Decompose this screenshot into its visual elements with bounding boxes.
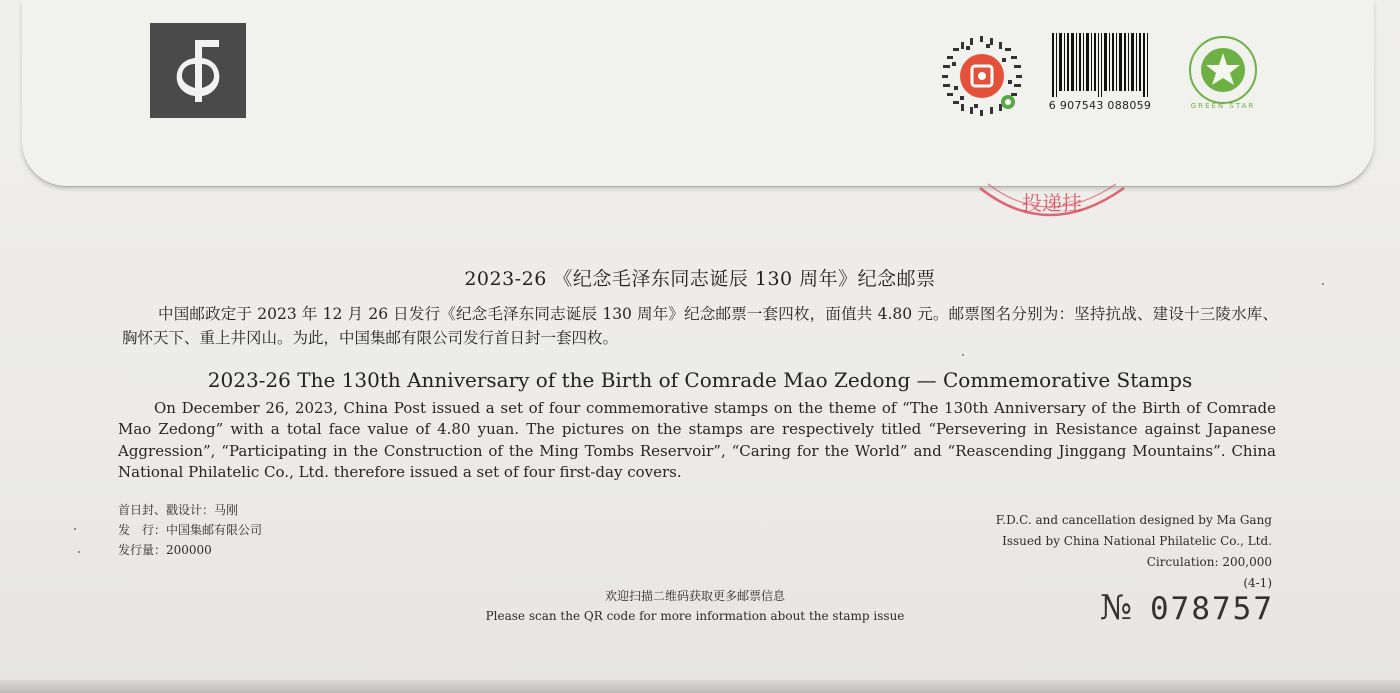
barcode-icon — [1040, 33, 1160, 97]
product-barcode — [1040, 33, 1160, 119]
chinese-description: 中国邮政定于 2023 年 12 月 26 日发行《纪念毛泽东同志诞辰 130 周年》纪念邮票一套四枚，面值共 4.80 元。邮票图名分别为：坚持抗战、建设十三陵水库、胸怀天下、重上井冈山。为此，中国集邮有限公司发行首日封一套四枚。 — [122, 305, 1278, 347]
credit-designer-zh: 首日封、戳设计：马刚 — [118, 503, 239, 517]
credit-circulation-en: Circulation: 200,000 — [1146, 555, 1272, 569]
serial-number — [1100, 588, 1274, 628]
english-title: 2023-26 The 130th Anniversary of the Birth of Comrade Mao Zedong — Commemorative Stamps — [207, 368, 1193, 392]
credit-issuer-en: Issued by China National Philatelic Co., Ltd. — [1002, 534, 1272, 548]
credit-designer-en: F.D.C. and cancellation designed by Ma Gang — [995, 513, 1272, 527]
qr-note-zh: 欢迎扫描二维码获取更多邮票信息 — [604, 589, 785, 603]
qr-note-en: Please scan the QR code for more information about the stamp issue — [485, 609, 905, 623]
serial-label: № — [1099, 588, 1133, 628]
green-star-label: GREEN STAR — [1190, 102, 1256, 110]
envelope-bottom-edge — [0, 680, 1400, 693]
english-credits — [996, 510, 1272, 594]
green-star-emblem — [1185, 34, 1261, 110]
english-description: On December 26, 2023, China Post issued a set of four commemorative stamps on the theme of “The 130th Anniversary of the Birth of Comrade Mao Zedong” with a total face value of 4.80 yuan. The pictures on the stamps are respectively titled “Persevering in Resistance against Japanese Aggression”, “Participating in the Construction of the Ming Tombs Reservoir”, “Caring for the World” and “Reascending Jinggang Mountains”. China National Philatelic Co., Ltd. therefore issued a set of four first-day covers. — [118, 399, 1276, 481]
seal-text: 投递挂 — [1022, 191, 1082, 215]
speck — [962, 354, 964, 356]
chinese-credits — [118, 500, 262, 560]
green-star-icon — [1185, 34, 1261, 110]
philatelic-logo-icon — [168, 36, 228, 106]
credit-circulation-zh: 发行量：200000 — [118, 543, 212, 557]
speck — [74, 528, 76, 530]
credit-issuer-zh: 发 行：中国集邮有限公司 — [118, 523, 263, 537]
chinese-title: 2023-26 《纪念毛泽东同志诞辰 130 周年》纪念邮票 — [464, 268, 936, 290]
mini-program-qr-code[interactable] — [940, 34, 1024, 118]
qr-code-icon — [940, 34, 1024, 118]
speck — [78, 551, 80, 553]
serial-value: 078757 — [1150, 591, 1274, 627]
registered-delivery-seal — [968, 180, 1138, 240]
red-seal-icon — [968, 180, 1138, 240]
china-philatelic-logo — [150, 23, 246, 118]
envelope-flap — [22, 0, 1374, 186]
qr-scan-note — [380, 586, 1010, 626]
set-index: (4-1) — [1243, 576, 1272, 590]
barcode-number: 6 907543 088059 — [1048, 99, 1152, 112]
speck — [1322, 283, 1324, 285]
